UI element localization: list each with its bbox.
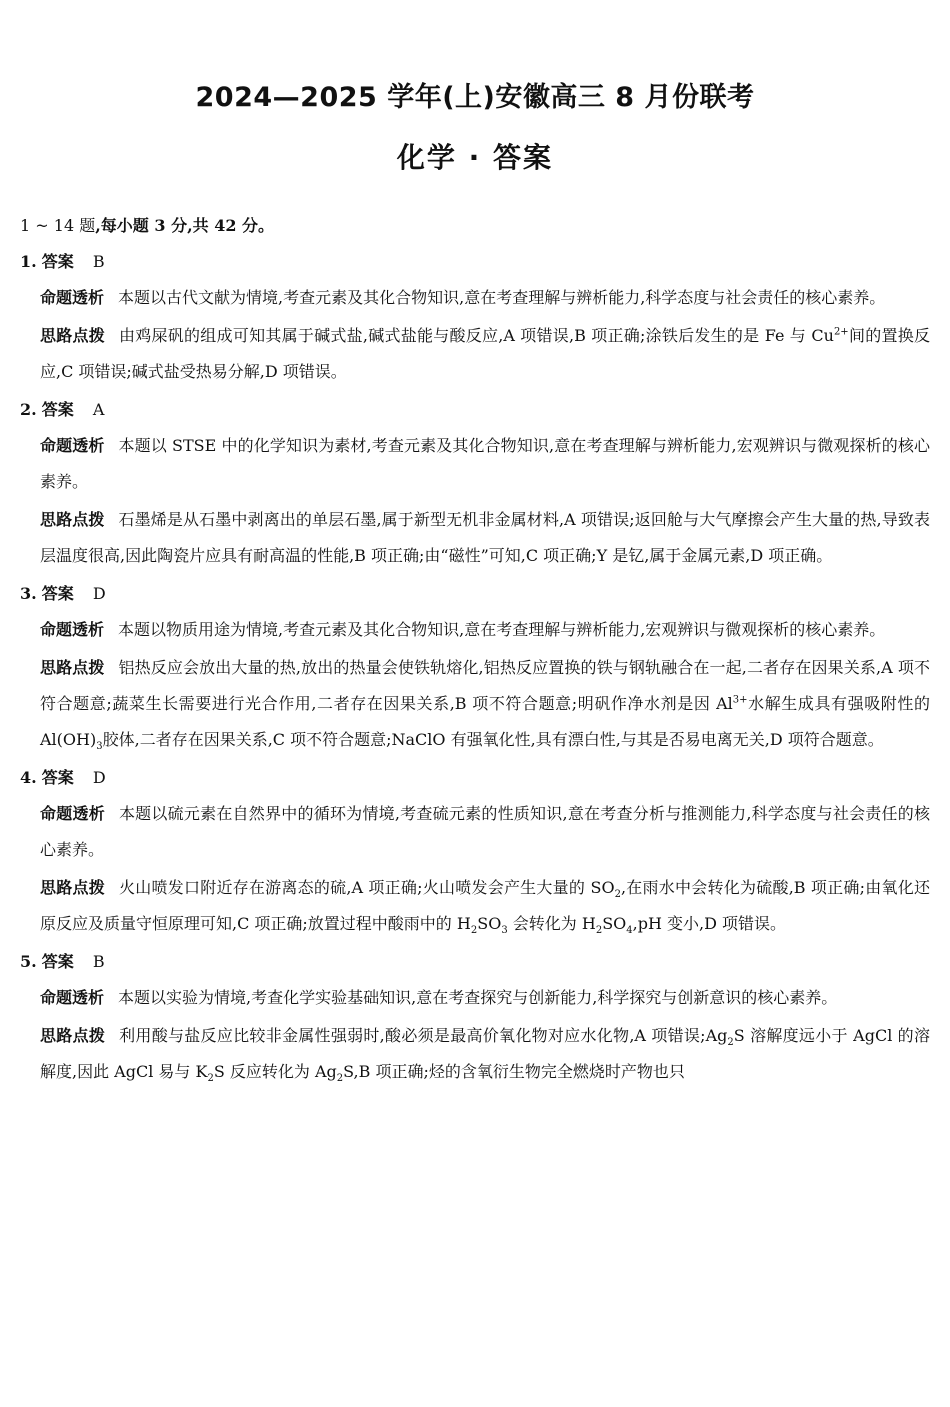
hint-text: SO <box>477 914 502 933</box>
question-number: 2. <box>20 400 37 419</box>
analysis-paragraph <box>20 428 930 500</box>
answer-label: 答案 <box>41 584 74 603</box>
hint-label: 思路点拨 <box>40 326 106 345</box>
answer-value: D <box>92 584 106 603</box>
hint-text: 由鸡屎矾的组成可知其属于碱式盐,碱式盐能与酸反应,A 项错误,B 项正确;涂铁后发生的是 Fe 与 Cu <box>119 326 834 345</box>
analysis-label: 命题透析 <box>40 288 105 307</box>
answer-label: 答案 <box>41 400 74 419</box>
subscript: 3 <box>501 925 508 937</box>
answer-value: B <box>92 252 105 271</box>
answer-line <box>20 760 930 796</box>
subscript: 3 <box>96 741 103 753</box>
analysis-paragraph <box>20 280 930 316</box>
subscript: 4 <box>626 925 633 937</box>
question-1 <box>20 244 930 390</box>
page-subtitle: 化学 · 答案 <box>396 141 554 174</box>
superscript: 2+ <box>833 326 849 338</box>
subscript: 2 <box>207 1073 214 1085</box>
analysis-text: 本题以物质用途为情境,考查元素及其化合物知识,意在考查理解与辨析能力,宏观辨识与微观探析的核心素养。 <box>118 620 886 639</box>
analysis-label: 命题透析 <box>40 620 105 639</box>
question-5 <box>20 944 930 1090</box>
question-range: 1 ~ 14 题 <box>20 216 96 235</box>
answer-line <box>20 392 930 428</box>
analysis-text: 本题以实验为情境,考查化学实验基础知识,意在考查探究与创新能力,科学探究与创新意识的核心素养。 <box>118 988 838 1007</box>
hint-text: 石墨烯是从石墨中剥离出的单层石墨,属于新型无机非金属材料,A 项错误;返回舱与大气摩擦会产生大量的热,导致表层温度很高,因此陶瓷片应具有耐高温的性能,B 项正确;由“磁性”可知,C 项正确;Y 是钇,属于金属元素,D 项正确。 <box>40 510 930 565</box>
subscript: 2 <box>727 1037 734 1049</box>
answer-line <box>20 576 930 612</box>
subscript: 2 <box>614 889 621 901</box>
hint-paragraph <box>20 318 930 390</box>
answer-value: D <box>92 768 106 787</box>
hint-label: 思路点拨 <box>40 878 105 897</box>
answer-label: 答案 <box>41 252 74 271</box>
hint-label: 思路点拨 <box>40 1026 106 1045</box>
hint-text: ,pH 变小,D 项错误。 <box>632 914 787 933</box>
analysis-label: 命题透析 <box>40 436 105 455</box>
scoring-intro <box>20 208 930 244</box>
answer-label: 答案 <box>41 768 74 787</box>
answer-line <box>20 244 930 280</box>
subscript: 2 <box>470 925 478 937</box>
hint-text: 铝热反应会放出大量的热,放出的热量会使铁轨熔化,铝热反应置换的铁与钢轨融合在一起,二者存在因果关系,A 项不符合题意;蔬菜生长需要进行光合作用,二者存在因果关系,B 项不符合题意;明矾作净水剂是因 Al <box>40 658 930 713</box>
hint-text: SO <box>602 914 627 933</box>
scoring-rule: ,每小题 3 分,共 42 分。 <box>95 216 275 235</box>
question-number: 5. <box>20 952 37 971</box>
hint-text: ,在雨水中会转化为硫酸,B 项正确;由氧化还原反应及质量守恒原理可知,C 项正确;放置过程中酸雨中的 H <box>40 878 930 933</box>
hint-text: 利用酸与盐反应比较非金属性强弱时,酸必须是最高价氧化物对应水化物,A 项错误;Ag <box>119 1026 728 1045</box>
answer-value: A <box>92 400 105 419</box>
analysis-label: 命题透析 <box>40 988 105 1007</box>
question-3 <box>20 576 930 758</box>
analysis-paragraph <box>20 980 930 1016</box>
question-4 <box>20 760 930 942</box>
hint-paragraph <box>20 650 930 758</box>
hint-paragraph <box>20 502 930 574</box>
subscript: 2 <box>595 925 603 937</box>
hint-paragraph <box>20 870 930 942</box>
hint-text: S 溶解度远小于 AgCl 的溶解度,因此 AgCl 易与 K <box>40 1026 930 1081</box>
page-title: 2024—2025 学年(上)安徽高三 8 月份联考 <box>195 82 755 113</box>
hint-text: 水解生成具有强吸附性的 Al(OH) <box>40 694 930 749</box>
analysis-paragraph <box>20 612 930 648</box>
analysis-text: 本题以 STSE 中的化学知识为素材,考查元素及其化合物知识,意在考查理解与辨析能力,宏观辨识与微观探析的核心素养。 <box>40 436 930 491</box>
hint-text: 胶体,二者存在因果关系,C 项不符合题意;NaClO 有强氧化性,具有漂白性,与其是否易电离无关,D 项符合题意。 <box>102 730 884 749</box>
answer-label: 答案 <box>41 952 74 971</box>
question-number: 3. <box>20 584 37 603</box>
question-2 <box>20 392 930 574</box>
hint-label: 思路点拨 <box>40 658 105 677</box>
superscript: 3+ <box>732 694 748 706</box>
hint-text: 会转化为 H <box>512 914 596 933</box>
hint-text: S,B 项正确;烃的含氧衍生物完全燃烧时产物也只 <box>343 1062 685 1081</box>
hint-text: 间的置换反应,C 项错误;碱式盐受热易分解,D 项错误。 <box>40 326 930 381</box>
question-number: 1. <box>20 252 37 271</box>
analysis-text: 本题以古代文献为情境,考查元素及其化合物知识,意在考查理解与辨析能力,科学态度与社会责任的核心素养。 <box>118 288 886 307</box>
answer-value: B <box>92 952 105 971</box>
analysis-label: 命题透析 <box>40 804 105 823</box>
analysis-text: 本题以硫元素在自然界中的循环为情境,考查硫元素的性质知识,意在考查分析与推测能力,科学态度与社会责任的核心素养。 <box>40 804 930 859</box>
hint-text: 火山喷发口附近存在游离态的硫,A 项正确;火山喷发会产生大量的 SO <box>118 878 615 897</box>
hint-label: 思路点拨 <box>40 510 105 529</box>
analysis-paragraph <box>20 796 930 868</box>
subscript: 2 <box>336 1073 344 1085</box>
answer-line <box>20 944 930 980</box>
question-number: 4. <box>20 768 37 787</box>
hint-paragraph <box>20 1018 930 1090</box>
hint-text: S 反应转化为 Ag <box>213 1062 337 1081</box>
